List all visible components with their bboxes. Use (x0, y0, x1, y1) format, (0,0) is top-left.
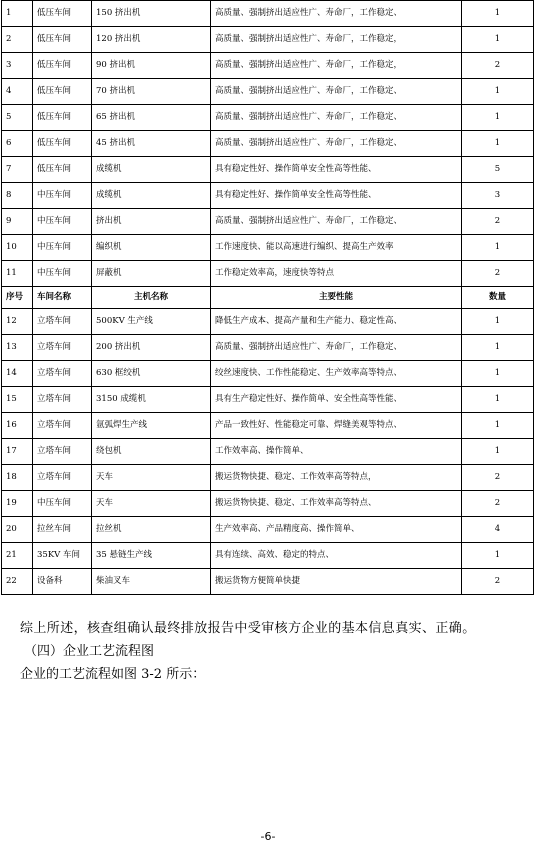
table-row (2, 183, 534, 209)
cell-dept: 设备科 (33, 569, 92, 595)
cell-qty: 1 (462, 105, 534, 131)
cell-dept: 立塔车间 (33, 309, 92, 335)
cell-no: 9 (2, 209, 33, 235)
cell-dept: 拉丝车间 (33, 517, 92, 543)
table-row (2, 335, 534, 361)
cell-dept: 立塔车间 (33, 335, 92, 361)
equipment-table (1, 0, 534, 595)
cell-qty: 2 (462, 53, 534, 79)
table-row (2, 261, 534, 287)
cell-no: 21 (2, 543, 33, 569)
cell-no: 16 (2, 413, 33, 439)
cell-machine: 氩弧焊生产线 (92, 413, 211, 439)
cell-perf: 搬运货物快捷、稳定、工作效率高等特点、 (211, 491, 462, 517)
cell-dept: 中压车间 (33, 183, 92, 209)
cell-machine: 90 挤出机 (92, 53, 211, 79)
cell-dept: 立塔车间 (33, 361, 92, 387)
cell-qty: 2 (462, 491, 534, 517)
cell-qty: 5 (462, 157, 534, 183)
cell-machine: 屏蔽机 (92, 261, 211, 287)
table-row (2, 27, 534, 53)
table-body-top (2, 1, 534, 287)
cell-machine: 柴油叉车 (92, 569, 211, 595)
cell-no: 12 (2, 309, 33, 335)
table-row (2, 543, 534, 569)
cell-qty: 2 (462, 569, 534, 595)
conclusion-paragraph: 综上所述，核查组确认最终排放报告中受审核方企业的基本信息真实、正确。 (20, 621, 476, 636)
cell-no: 7 (2, 157, 33, 183)
header-qty: 数量 (462, 287, 534, 309)
table-row (2, 569, 534, 595)
table-row (2, 235, 534, 261)
table-row (2, 465, 534, 491)
cell-no: 5 (2, 105, 33, 131)
cell-no: 14 (2, 361, 33, 387)
cell-perf: 产品一致性好、性能稳定可靠、焊缝美观等特点、 (211, 413, 462, 439)
cell-dept: 低压车间 (33, 53, 92, 79)
cell-no: 11 (2, 261, 33, 287)
cell-perf: 高质量、强制挤出适应性广、寿命厂，工作稳定、 (211, 209, 462, 235)
cell-qty: 1 (462, 1, 534, 27)
cell-qty: 2 (462, 465, 534, 491)
cell-qty: 4 (462, 517, 534, 543)
cell-dept: 35KV 车间 (33, 543, 92, 569)
cell-machine: 200 挤出机 (92, 335, 211, 361)
cell-qty: 1 (462, 361, 534, 387)
cell-perf: 工作稳定效率高，速度快等特点 (211, 261, 462, 287)
cell-qty: 1 (462, 79, 534, 105)
cell-machine: 70 挤出机 (92, 79, 211, 105)
cell-perf: 具有稳定性好、操作简单安全性高等性能、 (211, 183, 462, 209)
cell-dept: 立塔车间 (33, 465, 92, 491)
cell-perf: 工作效率高、操作简单、 (211, 439, 462, 465)
cell-no: 3 (2, 53, 33, 79)
cell-perf: 高质量、强制挤出适应性广、寿命厂，工作稳定， (211, 53, 462, 79)
table-row (2, 105, 534, 131)
header-no: 序号 (2, 287, 33, 309)
cell-machine: 绕包机 (92, 439, 211, 465)
cell-perf: 具有稳定性好、操作简单安全性高等性能、 (211, 157, 462, 183)
cell-perf: 降低生产成本、提高产量和生产能力、稳定性高、 (211, 309, 462, 335)
header-machine: 主机名称 (92, 287, 211, 309)
cell-no: 13 (2, 335, 33, 361)
cell-perf: 工作速度快、能以高速进行编织、提高生产效率 (211, 235, 462, 261)
cell-dept: 立塔车间 (33, 387, 92, 413)
cell-machine: 120 挤出机 (92, 27, 211, 53)
table-row (2, 387, 534, 413)
cell-qty: 1 (462, 543, 534, 569)
cell-perf: 高质量、强制挤出适应性广、寿命厂，工作稳定、 (211, 335, 462, 361)
cell-dept: 低压车间 (33, 131, 92, 157)
cell-no: 10 (2, 235, 33, 261)
cell-perf: 搬运货物方便简单快捷 (211, 569, 462, 595)
cell-machine: 3150 成缆机 (92, 387, 211, 413)
cell-dept: 中压车间 (33, 491, 92, 517)
cell-machine: 编织机 (92, 235, 211, 261)
cell-machine: 天车 (92, 491, 211, 517)
table-row (2, 361, 534, 387)
table-row (2, 413, 534, 439)
cell-machine: 500KV 生产线 (92, 309, 211, 335)
section-heading: （四）企业工艺流程图 (24, 644, 155, 659)
table-row (2, 131, 534, 157)
header-perf: 主要性能 (211, 287, 462, 309)
cell-qty: 1 (462, 335, 534, 361)
cell-machine: 65 挤出机 (92, 105, 211, 131)
cell-qty: 1 (462, 131, 534, 157)
cell-machine: 成缆机 (92, 183, 211, 209)
table-row (2, 53, 534, 79)
cell-qty: 1 (462, 27, 534, 53)
cell-dept: 中压车间 (33, 261, 92, 287)
cell-no: 15 (2, 387, 33, 413)
cell-machine: 天车 (92, 465, 211, 491)
cell-no: 20 (2, 517, 33, 543)
cell-perf: 高质量、强制挤出适应性广、寿命厂，工作稳定、 (211, 131, 462, 157)
cell-dept: 低压车间 (33, 79, 92, 105)
cell-machine: 挤出机 (92, 209, 211, 235)
cell-no: 1 (2, 1, 33, 27)
cell-dept: 立塔车间 (33, 439, 92, 465)
cell-qty: 1 (462, 235, 534, 261)
cell-no: 17 (2, 439, 33, 465)
cell-perf: 高质量、强制挤出适应性广、寿命厂，工作稳定、 (211, 105, 462, 131)
cell-no: 4 (2, 79, 33, 105)
table-row (2, 79, 534, 105)
table-header (2, 287, 534, 309)
cell-perf: 生产效率高、产品精度高、操作简单、 (211, 517, 462, 543)
cell-no: 19 (2, 491, 33, 517)
cell-machine: 成缆机 (92, 157, 211, 183)
cell-machine: 拉丝机 (92, 517, 211, 543)
table-row (2, 309, 534, 335)
cell-qty: 2 (462, 261, 534, 287)
cell-perf: 具有生产稳定性好、操作简单、安全性高等性能、 (211, 387, 462, 413)
cell-perf: 搬运货物快捷、稳定、工作效率高等特点， (211, 465, 462, 491)
cell-machine: 150 挤出机 (92, 1, 211, 27)
table-row (2, 157, 534, 183)
header-dept: 车间名称 (33, 287, 92, 309)
cell-machine: 35 悬链生产线 (92, 543, 211, 569)
cell-qty: 1 (462, 413, 534, 439)
cell-no: 2 (2, 27, 33, 53)
cell-no: 22 (2, 569, 33, 595)
table-body-bottom (2, 309, 534, 595)
cell-dept: 立塔车间 (33, 413, 92, 439)
cell-dept: 中压车间 (33, 209, 92, 235)
page-number: -6- (260, 830, 276, 843)
cell-no: 18 (2, 465, 33, 491)
table-row (2, 1, 534, 27)
cell-perf: 高质量、强制挤出适应性广、寿命厂，工作稳定、 (211, 1, 462, 27)
cell-machine: 45 挤出机 (92, 131, 211, 157)
cell-dept: 低压车间 (33, 105, 92, 131)
table-row (2, 491, 534, 517)
table-row (2, 209, 534, 235)
cell-qty: 3 (462, 183, 534, 209)
cell-dept: 低压车间 (33, 157, 92, 183)
cell-dept: 低压车间 (33, 1, 92, 27)
cell-qty: 1 (462, 309, 534, 335)
header-row (2, 287, 534, 309)
cell-qty: 2 (462, 209, 534, 235)
cell-machine: 630 框绞机 (92, 361, 211, 387)
cell-no: 8 (2, 183, 33, 209)
table-row (2, 517, 534, 543)
cell-qty: 1 (462, 439, 534, 465)
cell-perf: 具有连续、高效、稳定的特点、 (211, 543, 462, 569)
table-row (2, 439, 534, 465)
cell-perf: 高质量、强制挤出适应性广、寿命厂，工作稳定， (211, 27, 462, 53)
cell-no: 6 (2, 131, 33, 157)
cell-dept: 低压车间 (33, 27, 92, 53)
process-intro: 企业的工艺流程如图 3-2 所示： (20, 667, 206, 682)
cell-perf: 绞丝速度快、工作性能稳定、生产效率高等特点、 (211, 361, 462, 387)
cell-perf: 高质量、强制挤出适应性广、寿命厂，工作稳定、 (211, 79, 462, 105)
cell-qty: 1 (462, 387, 534, 413)
cell-dept: 中压车间 (33, 235, 92, 261)
